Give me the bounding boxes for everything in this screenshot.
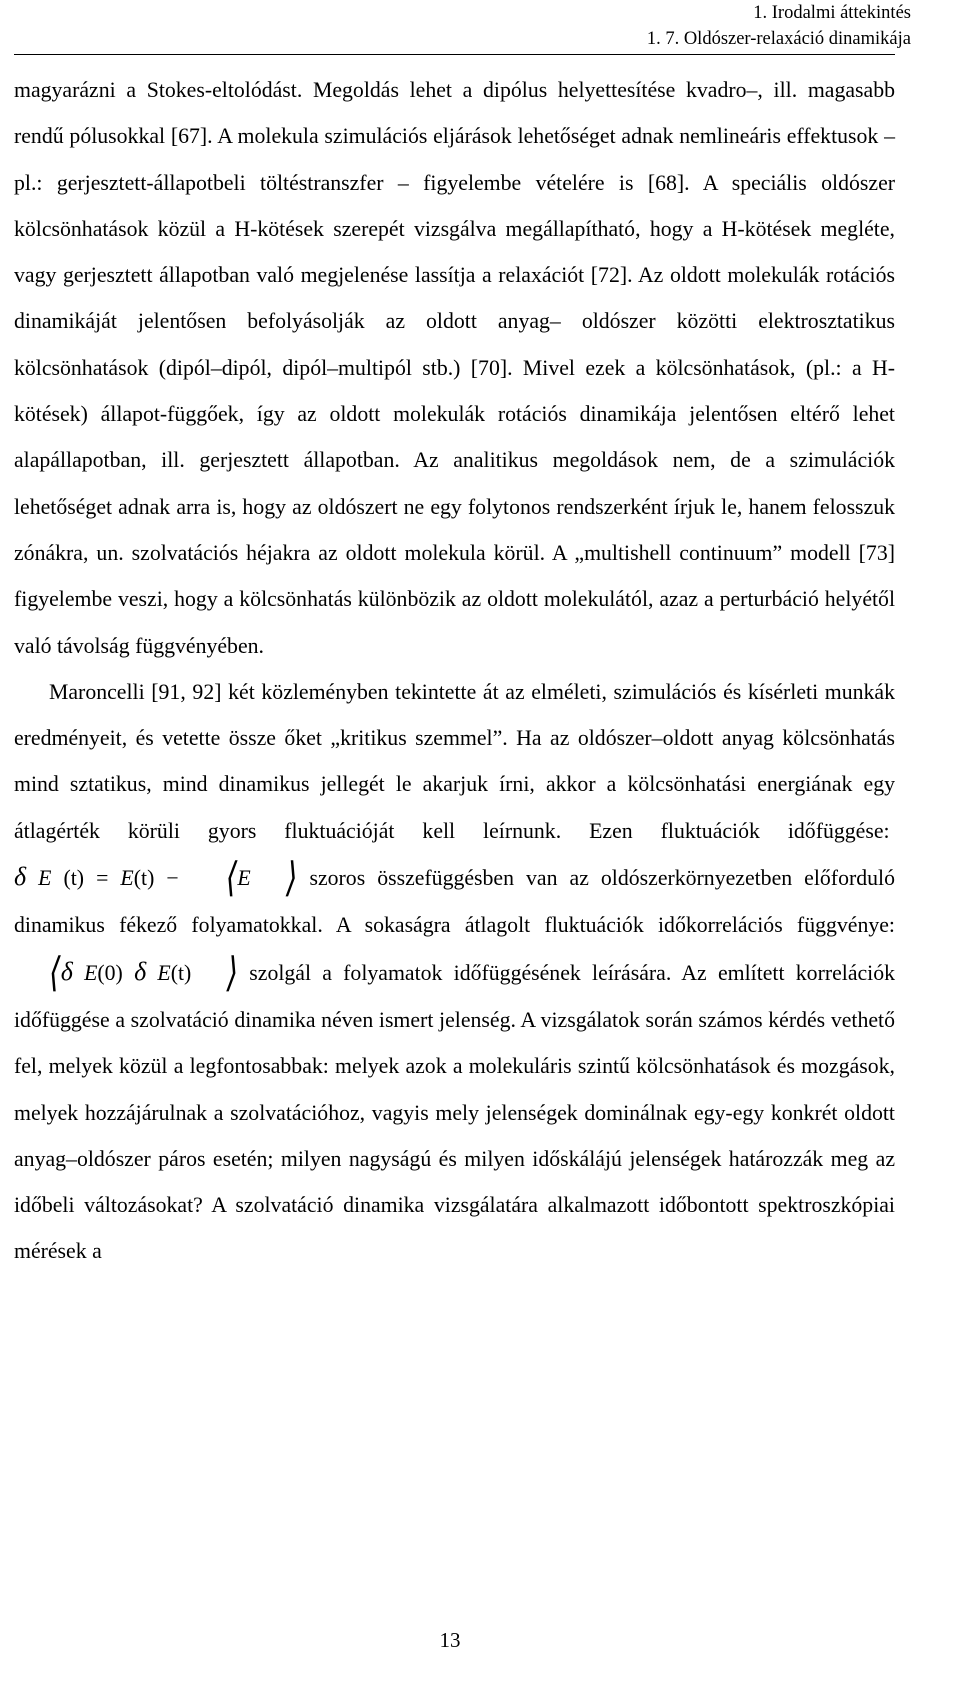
paragraph-2-part-3: szolgál a folyamatok időfüggésének leírására. Az említett korrelációk időfüggése a szolvatáció dinamika néven ismert jelenség. A vizsgálatok során számos kérdés vethető fel, melyek közül a legfontosabbak: melyek azok a molekuláris szintű kölcsönhatások és mozgások, melyek hozzájárulnak a szolvatációhoz, vagyis mely jelenségek dominálnak egy-egy konkrét oldott anyag–oldószer páros esetén; milyen nagyságú és milyen időskálájú jelenségek határozzák meg az időbeli változásokat? A szolvatáció dinamika vizsgálatára alkalmazott időbontott spektroszkópiai mérések a	[14, 960, 896, 1264]
fluctuation-equation: δ E (t) = E(t) − ⟨E ⟩	[14, 856, 298, 901]
body-text	[14, 67, 895, 1275]
section-title: 1. 7. Oldószer-relaxáció dinamikája	[646, 29, 911, 49]
paragraph-1: magyarázni a Stokes-eltolódást. Megoldás lehet a dipólus helyettesítése kvadro–, ill. magasabb rendű pólusokkal [67]. A molekula szimulációs eljárások lehetőséget adnak nemlineáris effektusok – pl.: gerjesztett-állapotbeli töltéstranszfer – figyelembe vételére is [68]. A speciális oldószer kölcsönhatások közül a H-kötések szerepét vizsgálva megállapítható, hogy a H-kötések megléte, vagy gerjesztett állapotban való megjelenése lassítja a relaxációt [72]. Az oldott molekulák rotációs dinamikáját jelentősen befolyásolják az oldott anyag– oldószer közötti elektrosztatikus kölcsönhatások (dipól–dipól, dipól–multipól stb.) [70]. Mivel ezek a kölcsönhatások, (pl.: a H-kötések) állapot-függőek, így az oldott molekulák rotációs dinamikája jelentősen eltérő lehet alapállapotban, ill. gerjesztett állapotban. Az analitikus megoldások nem, de a szimulációk lehetőséget adnak arra is, hogy az oldószert ne egy folytonos rendszerként írjuk le, hanem felosszuk zónákra, un. szolvatációs héjakra az oldott molekula körül. A „multishell continuum” modell [73] figyelembe veszi, hogy a kölcsönhatás különbözik az oldott molekulától, azaz a perturbáció helyétől való távolság függvényében.	[14, 78, 895, 658]
header-divider	[14, 54, 895, 55]
paragraph-2	[14, 669, 895, 1275]
page-number: 13	[439, 1628, 461, 1652]
chapter-title: 1. Irodalmi áttekintés	[753, 3, 911, 23]
paragraph-2-part-1: Maroncelli [91, 92] két közleményben tekintette át az elméleti, szimulációs és kísérleti munkák eredményeit, és vetette össze őket „kritikus szemmel”. Ha az oldószer–oldott anyag kölcsönhatás mind sztatikus, mind dinamikus jellegét le akarjuk írni, akkor a kölcsönhatási energiának egy átlagérték körüli gyors fluktuációját kell leírnunk. Ezen fluktuációk időfüggése:	[14, 679, 895, 843]
correlation-function: ⟨δ E(0) δ E(t) ⟩	[49, 950, 239, 996]
paragraph-2-part-2: szoros összefüggésben van az oldószerkörnyezetben előforduló dinamikus fékező folyamatokkal. A sokaságra átlagolt fluktuációk időkorrelációs függvénye:	[14, 866, 895, 938]
running-header	[647, 0, 911, 52]
